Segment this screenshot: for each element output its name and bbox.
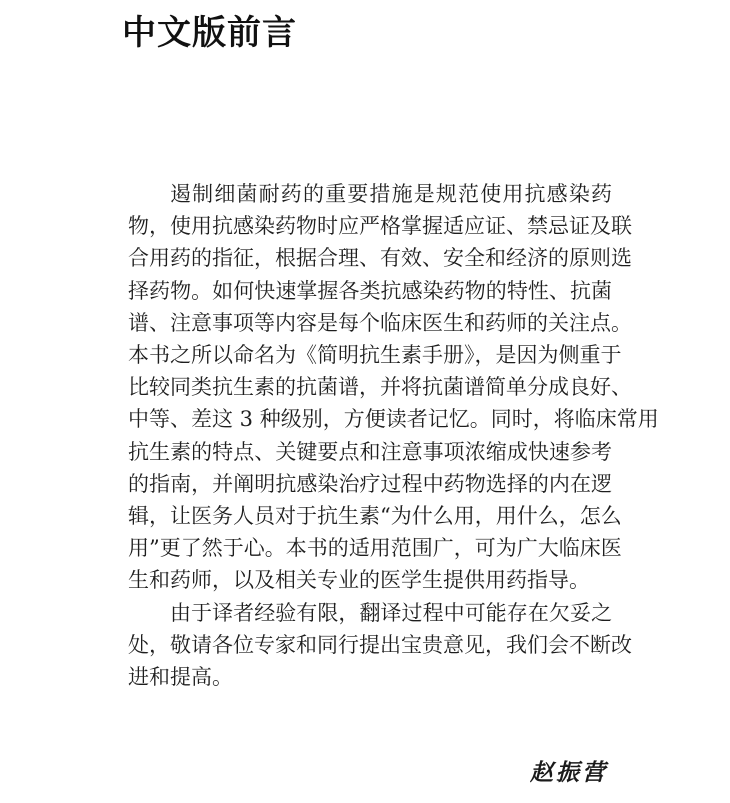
text-line: 处，敬请各位专家和同行提出宝贵意见，我们会不断改 [128,632,632,657]
text-line: 遏制细菌耐药的重要措施是规范使用抗感染药 [170,182,612,206]
text-line: 比较同类抗生素的抗菌谱，并将抗菌谱简单分成良好、 [128,375,632,400]
text-line: 谱、注意事项等内容是每个临床医生和药师的关注点。 [128,310,632,335]
page-title: 中文版前言 [122,13,297,53]
text-line: 生和药师，以及相关专业的医学生提供用药指导。 [128,568,590,593]
text-line: 物，使用抗感染药物时应严格掌握适应证、禁忌证及联 [128,214,632,239]
paragraph-2 [128,597,632,694]
text-line: 用”更了然于心。本书的适用范围广，可为广大临床医 [128,536,622,561]
text-line: 合用药的指征，根据合理、有效、安全和经济的原则选 [128,246,632,271]
author-signature: 赵振营 [530,759,608,786]
text-line: 本书之所以命名为《简明抗生素手册》，是因为侧重于 [128,343,622,368]
text-line: 由于译者经验有限，翻译过程中可能存在欠妥之 [170,600,612,625]
text-line: 进和提高。 [128,665,233,690]
text-line: 抗生素的特点、关键要点和注意事项浓缩成快速参考 [128,439,612,464]
text-line: 择药物。如何快速掌握各类抗感染药物的特性、抗菌 [128,278,612,303]
text-line: 中等、差这 3 种级别，方便读者记忆。同时，将临床常用 [128,407,659,432]
text-line: 辑，让医务人员对于抗生素“为什么用，用什么，怎么 [128,504,622,529]
paragraph-1 [128,178,659,597]
text-line: 的指南，并阐明抗感染治疗过程中药物选择的内在逻 [128,471,612,496]
preface-body [128,178,659,693]
